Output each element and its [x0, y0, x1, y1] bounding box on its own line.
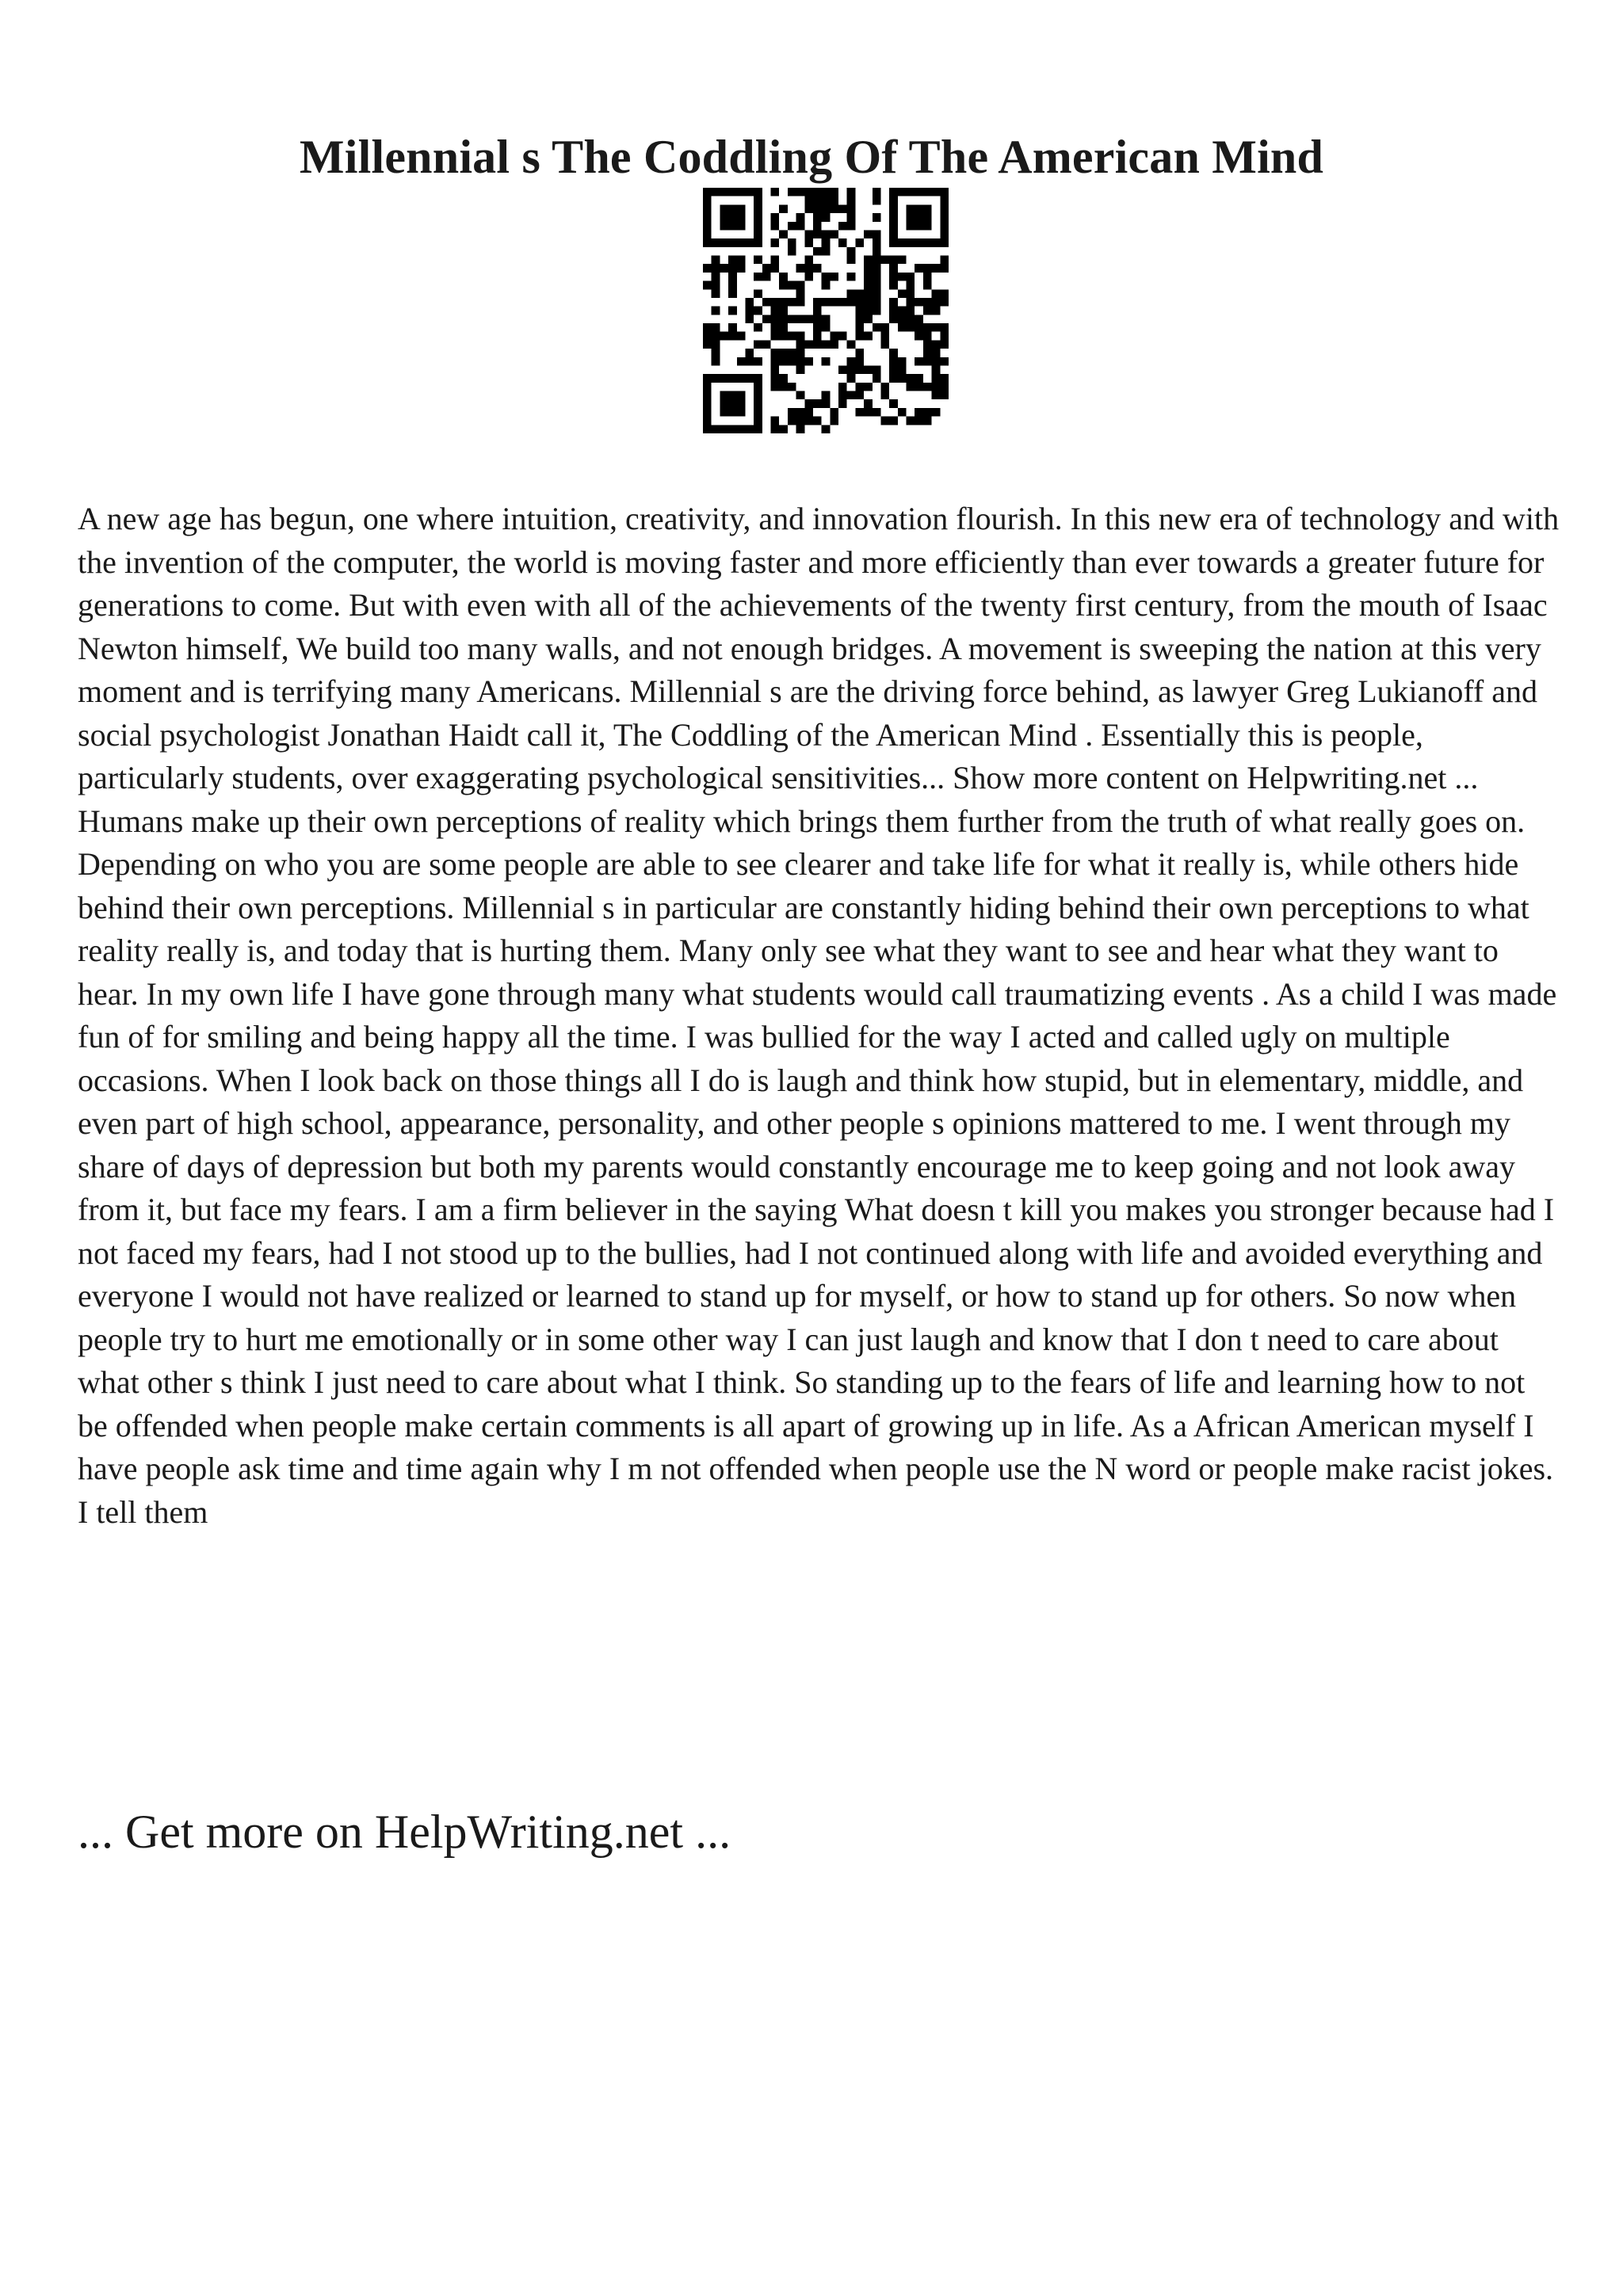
qr-code-icon	[703, 188, 949, 433]
page-title: Millennial s The Coddling Of The American Mind	[299, 131, 1324, 184]
get-more-link[interactable]: ... Get more on HelpWriting.net ...	[78, 1806, 731, 1858]
paragraph-intro: A new age has begun, one where intuition, creativity, and innovation flourish. In this new era of technology and with the invention of the computer, the world is moving faster and more efficiently than ever towards a greater future for generations to come. But with even with all of the achievements of the twenty first century, from the mouth of Isaac Newton himself, We build too many walls, and not enough bridges. A movement is sweeping the nation at this very moment and is terrifying many Americans. Millennial s are the driving force behind, as lawyer Greg Lukianoff and social psychologist Jonathan Haidt call it, The Coddling of the American Mind . Essentially this is people, particularly students, over exaggerating psychological sensitivities... Show more content on Helpwriting.net ...	[78, 501, 1560, 795]
essay-body	[78, 498, 1560, 1534]
paragraph-main: Humans make up their own perceptions of reality which brings them further from the truth of what really goes on. Depending on who you are some people are able to see clearer and take life for what it really is, while others hide behind their own perceptions. Millennial s in particular are constantly hiding behind their own perceptions to what reality really is, and today that is hurting them. Many only see what they want to see and hear what they want to hear. In my own life I have gone through many what students would call traumatizing events . As a child I was made fun of for smiling and being happy all the time. I was bullied for the way I acted and called ugly on multiple occasions. When I look back on those things all I do is laugh and think how stupid, but in elementary, middle, and even part of high school, appearance, personality, and other people s opinions mattered to me. I went through my share of days of depression but both my parents would constantly encourage me to keep going and not look away from it, but face my fears. I am a firm believer in the saying What doesn t kill you makes you stronger because had I not faced my fears, had I not stood up to the bullies, had I not continued along with life and avoided everything and everyone I would not have realized or learned to stand up for myself, or how to stand up for others. So now when people try to hurt me emotionally or in some other way I can just laugh and know that I don t need to care about what other s think I just need to care about what I think. So standing up to the fears of life and learning how to not be offended when people make certain comments is all apart of growing up in life. As a African American myself I have people ask time and time again why I m not offended when people use the N word or people make racist jokes. I tell them	[78, 803, 1557, 1530]
